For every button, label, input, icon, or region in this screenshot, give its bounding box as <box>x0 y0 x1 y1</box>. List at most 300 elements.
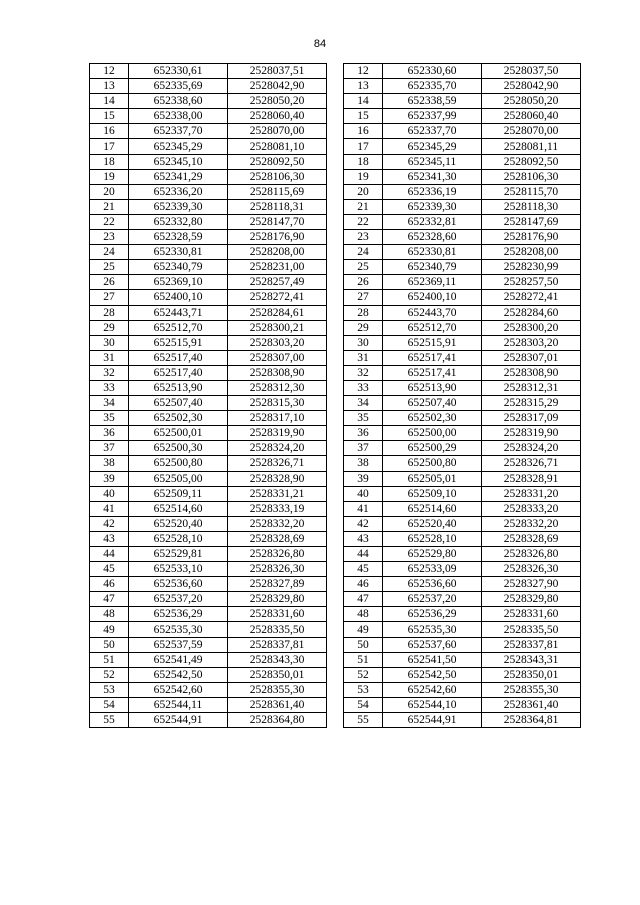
y-coordinate-cell: 2528070,00 <box>482 124 581 139</box>
x-coordinate-cell: 652537,20 <box>383 592 482 607</box>
x-coordinate-cell: 652339,30 <box>383 199 482 214</box>
y-coordinate-cell: 2528315,30 <box>228 396 327 411</box>
y-coordinate-cell: 2528231,00 <box>228 260 327 275</box>
y-coordinate-cell: 2528326,80 <box>482 547 581 562</box>
table-row <box>90 637 327 652</box>
table-row <box>344 607 581 622</box>
point-number-cell: 48 <box>90 607 129 622</box>
y-coordinate-cell: 2528326,30 <box>228 562 327 577</box>
point-number-cell: 23 <box>344 230 383 245</box>
y-coordinate-cell: 2528317,09 <box>482 411 581 426</box>
y-coordinate-cell: 2528331,60 <box>228 607 327 622</box>
point-number-cell: 24 <box>344 245 383 260</box>
x-coordinate-cell: 652335,69 <box>129 79 228 94</box>
x-coordinate-cell: 652513,90 <box>383 380 482 395</box>
x-coordinate-cell: 652400,10 <box>383 290 482 305</box>
y-coordinate-cell: 2528337,81 <box>482 637 581 652</box>
point-number-cell: 25 <box>344 260 383 275</box>
table-row <box>90 562 327 577</box>
y-coordinate-cell: 2528324,20 <box>228 441 327 456</box>
point-number-cell: 38 <box>344 456 383 471</box>
point-number-cell: 36 <box>344 426 383 441</box>
point-number-cell: 34 <box>344 396 383 411</box>
table-row <box>344 109 581 124</box>
table-row <box>90 169 327 184</box>
point-number-cell: 27 <box>344 290 383 305</box>
table-row <box>90 139 327 154</box>
point-number-cell: 26 <box>344 275 383 290</box>
x-coordinate-cell: 652533,09 <box>383 562 482 577</box>
point-number-cell: 52 <box>344 667 383 682</box>
table-row <box>344 184 581 199</box>
point-number-cell: 14 <box>90 94 129 109</box>
table-row <box>344 697 581 712</box>
table-row <box>344 456 581 471</box>
x-coordinate-cell: 652533,10 <box>129 562 228 577</box>
point-number-cell: 44 <box>90 547 129 562</box>
point-number-cell: 37 <box>90 441 129 456</box>
point-number-cell: 41 <box>344 501 383 516</box>
y-coordinate-cell: 2528050,20 <box>482 94 581 109</box>
table-row <box>344 305 581 320</box>
table-row <box>90 305 327 320</box>
table-row <box>344 94 581 109</box>
y-coordinate-cell: 2528060,40 <box>228 109 327 124</box>
x-coordinate-cell: 652544,91 <box>383 713 482 728</box>
point-number-cell: 22 <box>344 214 383 229</box>
y-coordinate-cell: 2528329,80 <box>482 592 581 607</box>
y-coordinate-cell: 2528319,90 <box>482 426 581 441</box>
x-coordinate-cell: 652330,81 <box>129 245 228 260</box>
y-coordinate-cell: 2528284,61 <box>228 305 327 320</box>
y-coordinate-cell: 2528081,10 <box>228 139 327 154</box>
table-row <box>344 486 581 501</box>
table-row <box>344 169 581 184</box>
y-coordinate-cell: 2528050,20 <box>228 94 327 109</box>
y-coordinate-cell: 2528147,70 <box>228 214 327 229</box>
table-row <box>90 577 327 592</box>
x-coordinate-cell: 652515,91 <box>383 335 482 350</box>
y-coordinate-cell: 2528355,30 <box>228 682 327 697</box>
point-number-cell: 55 <box>344 713 383 728</box>
table-row <box>90 607 327 622</box>
x-coordinate-cell: 652528,10 <box>129 531 228 546</box>
x-coordinate-cell: 652513,90 <box>129 380 228 395</box>
y-coordinate-cell: 2528331,21 <box>228 486 327 501</box>
point-number-cell: 28 <box>344 305 383 320</box>
y-coordinate-cell: 2528331,60 <box>482 607 581 622</box>
point-number-cell: 51 <box>344 652 383 667</box>
point-number-cell: 18 <box>344 154 383 169</box>
table-row <box>344 350 581 365</box>
table-row <box>344 290 581 305</box>
table-row <box>90 245 327 260</box>
point-number-cell: 25 <box>90 260 129 275</box>
y-coordinate-cell: 2528303,20 <box>482 335 581 350</box>
x-coordinate-cell: 652337,99 <box>383 109 482 124</box>
x-coordinate-cell: 652509,10 <box>383 486 482 501</box>
y-coordinate-cell: 2528332,20 <box>228 516 327 531</box>
table-row <box>344 577 581 592</box>
point-number-cell: 49 <box>90 622 129 637</box>
point-number-cell: 12 <box>344 64 383 79</box>
point-number-cell: 17 <box>344 139 383 154</box>
y-coordinate-cell: 2528092,50 <box>228 154 327 169</box>
x-coordinate-cell: 652338,00 <box>129 109 228 124</box>
point-number-cell: 44 <box>344 547 383 562</box>
y-coordinate-cell: 2528328,90 <box>228 471 327 486</box>
y-coordinate-cell: 2528230,99 <box>482 260 581 275</box>
x-coordinate-cell: 652502,30 <box>129 411 228 426</box>
y-coordinate-cell: 2528331,20 <box>482 486 581 501</box>
y-coordinate-cell: 2528042,90 <box>482 79 581 94</box>
table-row <box>90 411 327 426</box>
x-coordinate-cell: 652400,10 <box>129 290 228 305</box>
x-coordinate-cell: 652328,60 <box>383 230 482 245</box>
y-coordinate-cell: 2528326,30 <box>482 562 581 577</box>
table-row <box>344 79 581 94</box>
y-coordinate-cell: 2528176,90 <box>228 230 327 245</box>
x-coordinate-cell: 652541,49 <box>129 652 228 667</box>
x-coordinate-cell: 652544,10 <box>383 697 482 712</box>
y-coordinate-cell: 2528042,90 <box>228 79 327 94</box>
point-number-cell: 45 <box>344 562 383 577</box>
y-coordinate-cell: 2528308,90 <box>228 365 327 380</box>
table-row <box>344 411 581 426</box>
table-row <box>90 516 327 531</box>
x-coordinate-cell: 652535,30 <box>383 622 482 637</box>
point-number-cell: 15 <box>344 109 383 124</box>
x-coordinate-cell: 652512,70 <box>383 320 482 335</box>
x-coordinate-cell: 652345,29 <box>129 139 228 154</box>
table-row <box>90 652 327 667</box>
table-row <box>90 335 327 350</box>
y-coordinate-cell: 2528364,81 <box>482 713 581 728</box>
y-coordinate-cell: 2528328,91 <box>482 471 581 486</box>
y-coordinate-cell: 2528092,50 <box>482 154 581 169</box>
y-coordinate-cell: 2528257,49 <box>228 275 327 290</box>
table-row <box>90 214 327 229</box>
table-row <box>90 667 327 682</box>
point-number-cell: 13 <box>344 79 383 94</box>
point-number-cell: 40 <box>90 486 129 501</box>
point-number-cell: 35 <box>90 411 129 426</box>
x-coordinate-cell: 652443,71 <box>129 305 228 320</box>
y-coordinate-cell: 2528284,60 <box>482 305 581 320</box>
y-coordinate-cell: 2528147,69 <box>482 214 581 229</box>
point-number-cell: 45 <box>90 562 129 577</box>
point-number-cell: 21 <box>344 199 383 214</box>
point-number-cell: 30 <box>344 335 383 350</box>
x-coordinate-cell: 652335,70 <box>383 79 482 94</box>
point-number-cell: 20 <box>344 184 383 199</box>
point-number-cell: 32 <box>344 365 383 380</box>
y-coordinate-cell: 2528257,50 <box>482 275 581 290</box>
y-coordinate-cell: 2528106,30 <box>482 169 581 184</box>
x-coordinate-cell: 652536,60 <box>129 577 228 592</box>
x-coordinate-cell: 652514,60 <box>383 501 482 516</box>
x-coordinate-cell: 652537,20 <box>129 592 228 607</box>
point-number-cell: 35 <box>344 411 383 426</box>
x-coordinate-cell: 652542,50 <box>383 667 482 682</box>
x-coordinate-cell: 652520,40 <box>129 516 228 531</box>
point-number-cell: 48 <box>344 607 383 622</box>
x-coordinate-cell: 652512,70 <box>129 320 228 335</box>
y-coordinate-cell: 2528324,20 <box>482 441 581 456</box>
x-coordinate-cell: 652515,91 <box>129 335 228 350</box>
table-row <box>90 109 327 124</box>
point-number-cell: 49 <box>344 622 383 637</box>
x-coordinate-cell: 652542,60 <box>129 682 228 697</box>
y-coordinate-cell: 2528312,31 <box>482 380 581 395</box>
table-row <box>90 622 327 637</box>
x-coordinate-cell: 652536,29 <box>383 607 482 622</box>
x-coordinate-cell: 652507,40 <box>383 396 482 411</box>
y-coordinate-cell: 2528332,20 <box>482 516 581 531</box>
y-coordinate-cell: 2528300,20 <box>482 320 581 335</box>
y-coordinate-cell: 2528333,19 <box>228 501 327 516</box>
point-number-cell: 30 <box>90 335 129 350</box>
point-number-cell: 47 <box>344 592 383 607</box>
table-row <box>344 652 581 667</box>
x-coordinate-cell: 652345,11 <box>383 154 482 169</box>
table-row <box>344 501 581 516</box>
x-coordinate-cell: 652528,10 <box>383 531 482 546</box>
point-number-cell: 22 <box>90 214 129 229</box>
point-number-cell: 54 <box>344 697 383 712</box>
table-row <box>344 471 581 486</box>
table-row <box>90 441 327 456</box>
y-coordinate-cell: 2528326,71 <box>228 456 327 471</box>
table-row <box>344 592 581 607</box>
point-number-cell: 16 <box>344 124 383 139</box>
x-coordinate-cell: 652336,20 <box>129 184 228 199</box>
y-coordinate-cell: 2528355,30 <box>482 682 581 697</box>
point-number-cell: 51 <box>90 652 129 667</box>
point-number-cell: 17 <box>90 139 129 154</box>
y-coordinate-cell: 2528335,50 <box>228 622 327 637</box>
x-coordinate-cell: 652369,11 <box>383 275 482 290</box>
table-row <box>90 275 327 290</box>
x-coordinate-cell: 652536,29 <box>129 607 228 622</box>
coordinates-table-right <box>343 63 581 728</box>
y-coordinate-cell: 2528272,41 <box>228 290 327 305</box>
page-number: 84 <box>313 38 327 50</box>
point-number-cell: 23 <box>90 230 129 245</box>
x-coordinate-cell: 652542,50 <box>129 667 228 682</box>
y-coordinate-cell: 2528070,00 <box>228 124 327 139</box>
table-row <box>90 64 327 79</box>
y-coordinate-cell: 2528037,50 <box>482 64 581 79</box>
point-number-cell: 55 <box>90 713 129 728</box>
point-number-cell: 36 <box>90 426 129 441</box>
y-coordinate-cell: 2528361,40 <box>228 697 327 712</box>
point-number-cell: 21 <box>90 199 129 214</box>
table-row <box>90 486 327 501</box>
table-row <box>344 245 581 260</box>
x-coordinate-cell: 652507,40 <box>129 396 228 411</box>
x-coordinate-cell: 652544,11 <box>129 697 228 712</box>
point-number-cell: 40 <box>344 486 383 501</box>
table-row <box>344 713 581 728</box>
x-coordinate-cell: 652339,30 <box>129 199 228 214</box>
point-number-cell: 39 <box>344 471 383 486</box>
y-coordinate-cell: 2528308,90 <box>482 365 581 380</box>
y-coordinate-cell: 2528272,41 <box>482 290 581 305</box>
table-row <box>90 501 327 516</box>
table-row <box>344 260 581 275</box>
y-coordinate-cell: 2528118,31 <box>228 199 327 214</box>
point-number-cell: 26 <box>90 275 129 290</box>
y-coordinate-cell: 2528329,80 <box>228 592 327 607</box>
point-number-cell: 29 <box>90 320 129 335</box>
x-coordinate-cell: 652341,30 <box>383 169 482 184</box>
table-row <box>90 230 327 245</box>
table-row <box>90 154 327 169</box>
y-coordinate-cell: 2528328,69 <box>482 531 581 546</box>
table-row <box>344 199 581 214</box>
x-coordinate-cell: 652337,70 <box>129 124 228 139</box>
table-row <box>344 154 581 169</box>
y-coordinate-cell: 2528300,21 <box>228 320 327 335</box>
x-coordinate-cell: 652500,29 <box>383 441 482 456</box>
y-coordinate-cell: 2528361,40 <box>482 697 581 712</box>
y-coordinate-cell: 2528333,20 <box>482 501 581 516</box>
y-coordinate-cell: 2528307,01 <box>482 350 581 365</box>
point-number-cell: 31 <box>90 350 129 365</box>
y-coordinate-cell: 2528335,50 <box>482 622 581 637</box>
table-row <box>344 64 581 79</box>
table-row <box>90 350 327 365</box>
y-coordinate-cell: 2528037,51 <box>228 64 327 79</box>
y-coordinate-cell: 2528315,29 <box>482 396 581 411</box>
table-row <box>344 516 581 531</box>
table-row <box>90 471 327 486</box>
point-number-cell: 15 <box>90 109 129 124</box>
point-number-cell: 20 <box>90 184 129 199</box>
table-row <box>90 260 327 275</box>
point-number-cell: 46 <box>344 577 383 592</box>
x-coordinate-cell: 652535,30 <box>129 622 228 637</box>
point-number-cell: 18 <box>90 154 129 169</box>
table-row <box>90 290 327 305</box>
x-coordinate-cell: 652505,01 <box>383 471 482 486</box>
table-row <box>344 441 581 456</box>
y-coordinate-cell: 2528317,10 <box>228 411 327 426</box>
y-coordinate-cell: 2528307,00 <box>228 350 327 365</box>
point-number-cell: 43 <box>90 531 129 546</box>
point-number-cell: 53 <box>90 682 129 697</box>
table-row <box>90 124 327 139</box>
point-number-cell: 14 <box>344 94 383 109</box>
x-coordinate-cell: 652332,80 <box>129 214 228 229</box>
table-row <box>90 426 327 441</box>
table-row <box>90 199 327 214</box>
point-number-cell: 53 <box>344 682 383 697</box>
table-row <box>344 531 581 546</box>
y-coordinate-cell: 2528312,30 <box>228 380 327 395</box>
table-row <box>344 547 581 562</box>
x-coordinate-cell: 652509,11 <box>129 486 228 501</box>
point-number-cell: 32 <box>90 365 129 380</box>
x-coordinate-cell: 652502,30 <box>383 411 482 426</box>
y-coordinate-cell: 2528364,80 <box>228 713 327 728</box>
point-number-cell: 47 <box>90 592 129 607</box>
x-coordinate-cell: 652537,59 <box>129 637 228 652</box>
x-coordinate-cell: 652529,80 <box>383 547 482 562</box>
y-coordinate-cell: 2528176,90 <box>482 230 581 245</box>
table-row <box>344 214 581 229</box>
x-coordinate-cell: 652345,29 <box>383 139 482 154</box>
x-coordinate-cell: 652330,81 <box>383 245 482 260</box>
table-row <box>90 94 327 109</box>
y-coordinate-cell: 2528350,01 <box>482 667 581 682</box>
x-coordinate-cell: 652500,30 <box>129 441 228 456</box>
point-number-cell: 43 <box>344 531 383 546</box>
x-coordinate-cell: 652517,40 <box>129 350 228 365</box>
table-row <box>90 697 327 712</box>
table-row <box>90 531 327 546</box>
x-coordinate-cell: 652541,50 <box>383 652 482 667</box>
x-coordinate-cell: 652328,59 <box>129 230 228 245</box>
point-number-cell: 13 <box>90 79 129 94</box>
y-coordinate-cell: 2528326,71 <box>482 456 581 471</box>
table-row <box>90 456 327 471</box>
table-row <box>344 667 581 682</box>
x-coordinate-cell: 652330,61 <box>129 64 228 79</box>
table-row <box>344 139 581 154</box>
x-coordinate-cell: 652340,79 <box>129 260 228 275</box>
point-number-cell: 16 <box>90 124 129 139</box>
table-row <box>90 396 327 411</box>
point-number-cell: 19 <box>90 169 129 184</box>
point-number-cell: 29 <box>344 320 383 335</box>
x-coordinate-cell: 652517,41 <box>383 350 482 365</box>
table-row <box>90 365 327 380</box>
x-coordinate-cell: 652537,60 <box>383 637 482 652</box>
table-row <box>90 184 327 199</box>
x-coordinate-cell: 652337,70 <box>383 124 482 139</box>
table-row <box>344 396 581 411</box>
table-row <box>90 380 327 395</box>
x-coordinate-cell: 652542,60 <box>383 682 482 697</box>
y-coordinate-cell: 2528343,31 <box>482 652 581 667</box>
point-number-cell: 12 <box>90 64 129 79</box>
y-coordinate-cell: 2528060,40 <box>482 109 581 124</box>
table-row <box>90 79 327 94</box>
table-row <box>344 275 581 290</box>
y-coordinate-cell: 2528081,11 <box>482 139 581 154</box>
x-coordinate-cell: 652340,79 <box>383 260 482 275</box>
x-coordinate-cell: 652330,60 <box>383 64 482 79</box>
y-coordinate-cell: 2528343,30 <box>228 652 327 667</box>
x-coordinate-cell: 652345,10 <box>129 154 228 169</box>
y-coordinate-cell: 2528303,20 <box>228 335 327 350</box>
x-coordinate-cell: 652500,00 <box>383 426 482 441</box>
y-coordinate-cell: 2528337,81 <box>228 637 327 652</box>
x-coordinate-cell: 652514,60 <box>129 501 228 516</box>
point-number-cell: 33 <box>90 380 129 395</box>
x-coordinate-cell: 652332,81 <box>383 214 482 229</box>
y-coordinate-cell: 2528118,30 <box>482 199 581 214</box>
y-coordinate-cell: 2528115,69 <box>228 184 327 199</box>
x-coordinate-cell: 652443,70 <box>383 305 482 320</box>
point-number-cell: 52 <box>90 667 129 682</box>
point-number-cell: 39 <box>90 471 129 486</box>
table-row <box>344 124 581 139</box>
point-number-cell: 46 <box>90 577 129 592</box>
point-number-cell: 41 <box>90 501 129 516</box>
